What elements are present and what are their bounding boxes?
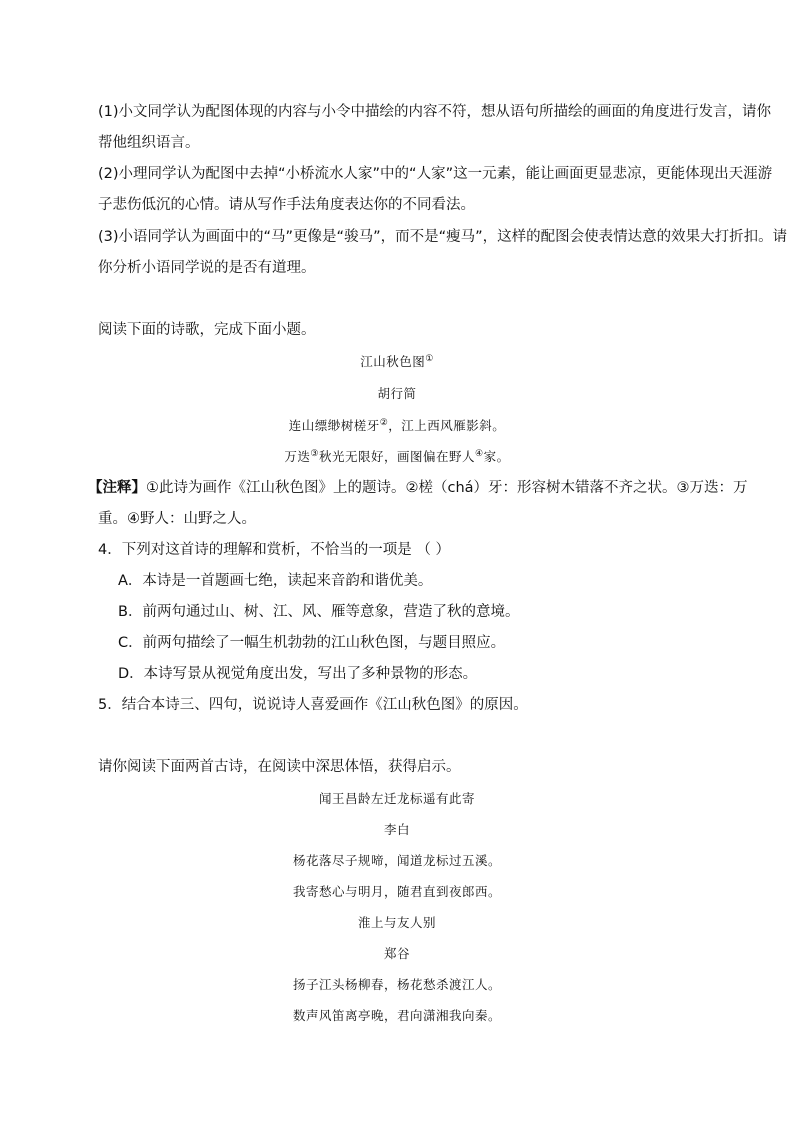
notes-line1 [88,478,748,498]
poem2-line2: 数声风笛离亭晚，君向潇湘我向秦。 [292,1008,501,1023]
verse2-part2: 秋光无限好，画图偏在野人 [318,449,475,464]
verse1-part1: 连山缥缈树槎牙 [288,418,380,433]
q1-line2: 帮他组织语言。 [98,135,200,151]
poem1-line2: 我寄愁心与明月，随君直到夜郎西。 [292,884,501,899]
poem1-line1: 杨花落尽子规啼，闻道龙标过五溪。 [292,853,501,868]
verse2-note-mark1: ③ [310,448,319,459]
poem2-line1: 扬子江头杨柳春，杨花愁杀渡江人。 [292,977,501,992]
verse2-note-mark2: ④ [475,448,484,459]
notes-label: 【注释】 [88,480,146,496]
poem-title-note-mark: ① [425,353,434,364]
poem1-title: 闻王昌龄左迁龙标遥有此寄 [318,791,475,806]
poem-verse1 [0,416,794,436]
q2-line1: (2)小理同学认为配图中去掉“小桥流水人家”中的“人家”这一元素，能让画面更显悲凉，更能体现出天涯游 [98,166,773,182]
notes-line2: 重。④野人：山野之人。 [98,511,256,527]
verse1-part2: ，江上西风雁影斜。 [388,418,506,433]
poem2-title: 淮上与友人别 [357,915,436,930]
q4-option-b: B．前两句通过山、树、江、风、雁等意象，营造了秋的意境。 [118,604,520,620]
poem-author: 胡行简 [377,386,417,401]
section1-intro: 阅读下面的诗歌，完成下面小题。 [98,322,316,338]
poem1-author: 李白 [383,822,410,837]
q4-option-c: C．前两句描绘了一幅生机勃勃的江山秋色图，与题目照应。 [118,635,506,651]
q2-line2: 子悲伤低沉的心情。请从写作手法角度表达你的不同看法。 [98,197,475,213]
q3-line2: 你分析小语同学说的是否有道理。 [98,260,316,276]
notes-text1: ①此诗为画作《江山秋色图》上的题诗。②槎（chá）牙：形容树木错落不齐之状。③万迭：万 [146,480,748,496]
poem-title [0,352,794,372]
q1-line1: (1)小文同学认为配图体现的内容与小令中描绘的内容不符，想从语句所描绘的画面的角度进行发言，请你 [98,104,772,120]
q4-stem: 4．下列对这首诗的理解和赏析，不恰当的一项是 （ ） [98,542,450,558]
q5-stem: 5．结合本诗三、四句，说说诗人喜爱画作《江山秋色图》的原因。 [98,697,528,713]
poem-title-text: 江山秋色图 [360,354,426,369]
verse2-part3: 家。 [483,449,510,464]
q4-option-a: A．本诗是一首题画七绝，读起来音韵和谐优美。 [118,573,433,589]
poem-verse2 [0,447,794,467]
q3-line1: (3)小语同学认为画面中的“马”更像是“骏马”，而不是“瘦马”，这样的配图会使表情达意的效果大打折扣。请 [98,229,788,245]
q4-option-d: D．本诗写景从视觉角度出发，写出了多种景物的形态。 [118,666,478,682]
poem2-author: 郑谷 [383,946,410,961]
verse2-part1: 万迭 [284,449,311,464]
section2-intro: 请你阅读下面两首古诗，在阅读中深思体悟，获得启示。 [98,759,461,775]
verse1-note-mark: ② [379,417,389,428]
